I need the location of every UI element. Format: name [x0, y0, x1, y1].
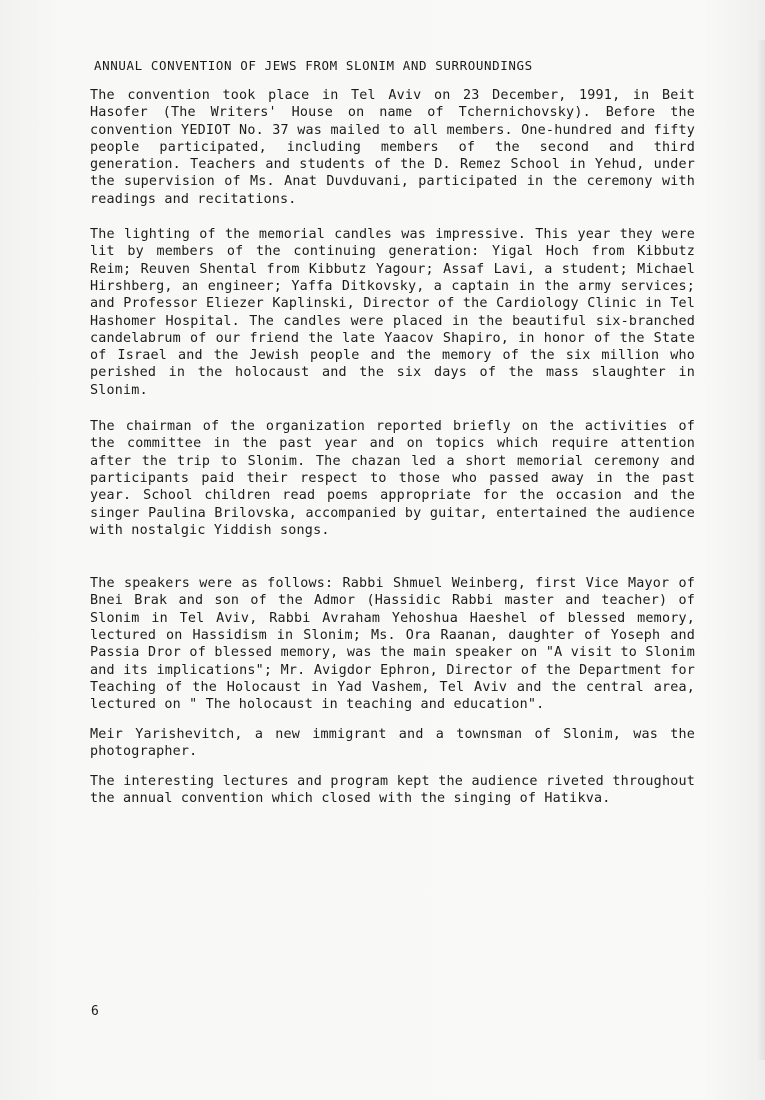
paragraph-photographer: Meir Yarishevitch, a new immigrant and a townsman of Slonim, was the photographer. [90, 726, 695, 759]
paragraph-chairman-report: The chairman of the organization reported briefly on the activities of the committee in the past year and on topics which require attention after the trip to Slonim. The chazan led a short memorial ceremony and participants paid their respect to those who passed away in the past year. School children read poems appropriate for the occasion and the singer Paulina Brilovska, accompanied by guitar, entertained the audience with nostalgic Yiddish songs. [90, 419, 695, 538]
page-number: 6 [91, 1004, 99, 1019]
page-edge-shadow [757, 40, 765, 1060]
document-title: ANNUAL CONVENTION OF JEWS FROM SLONIM AND SURROUNDINGS [94, 58, 533, 73]
document-body [90, 58, 695, 808]
paragraph-memorial-candles: The lighting of the memorial candles was impressive. This year they were lit by members of the continuing generation: Yigal Hoch from Kibbutz Reim; Reuven Shental from Kibbutz Yagour; Assaf Lavi, a student; Michael Hirshberg, an engineer; Yaffa Ditkovsky, a captain in the army services; and Professor Eliezer Kaplinski, Director of the Cardiology Clinic in Tel Hashomer Hospital. The candles were placed in the beautiful six-branched candelabrum of our friend the late Yaacov Shapiro, in honor of the State of Israel and the Jewish people and the memory of the six million who perished in the holocaust and the six days of the mass slaughter in Slonim. [90, 227, 695, 398]
paragraph-convention-details: The convention took place in Tel Aviv on 23 December, 1991, in Beit Hasofer (The Writers' House on name of Tchernichovsky). Before the convention YEDIOT No. 37 was mailed to all members. One-hundred and fifty people participated, including members of the second and third generation. Teachers and students of the D. Remez School in Yehud, under the supervision of Ms. Anat Duvduvani, participated in the ceremony with readings and recitations. [90, 88, 695, 207]
paragraph-closing: The interesting lectures and program kept the audience riveted throughout the annual convention which closed with the singing of Hatikva. [90, 774, 695, 807]
paragraph-speakers: The speakers were as follows: Rabbi Shmuel Weinberg, first Vice Mayor of Bnei Brak and son of the Admor (Hassidic Rabbi master and teacher) of Slonim in Tel Aviv, Rabbi Avraham Yehoshua Haeshel of blessed memory, lectured on Hassidism in Slonim; Ms. Ora Raanan, daughter of Yoseph and Passia Dror of blessed memory, was the main speaker on "A visit to Slonim and its implications"; Mr. Avigdor Ephron, Director of the Department for Teaching of the Holocaust in Yad Vashem, Tel Aviv and the central area, lectured on " The holocaust in teaching and education". [90, 576, 695, 713]
